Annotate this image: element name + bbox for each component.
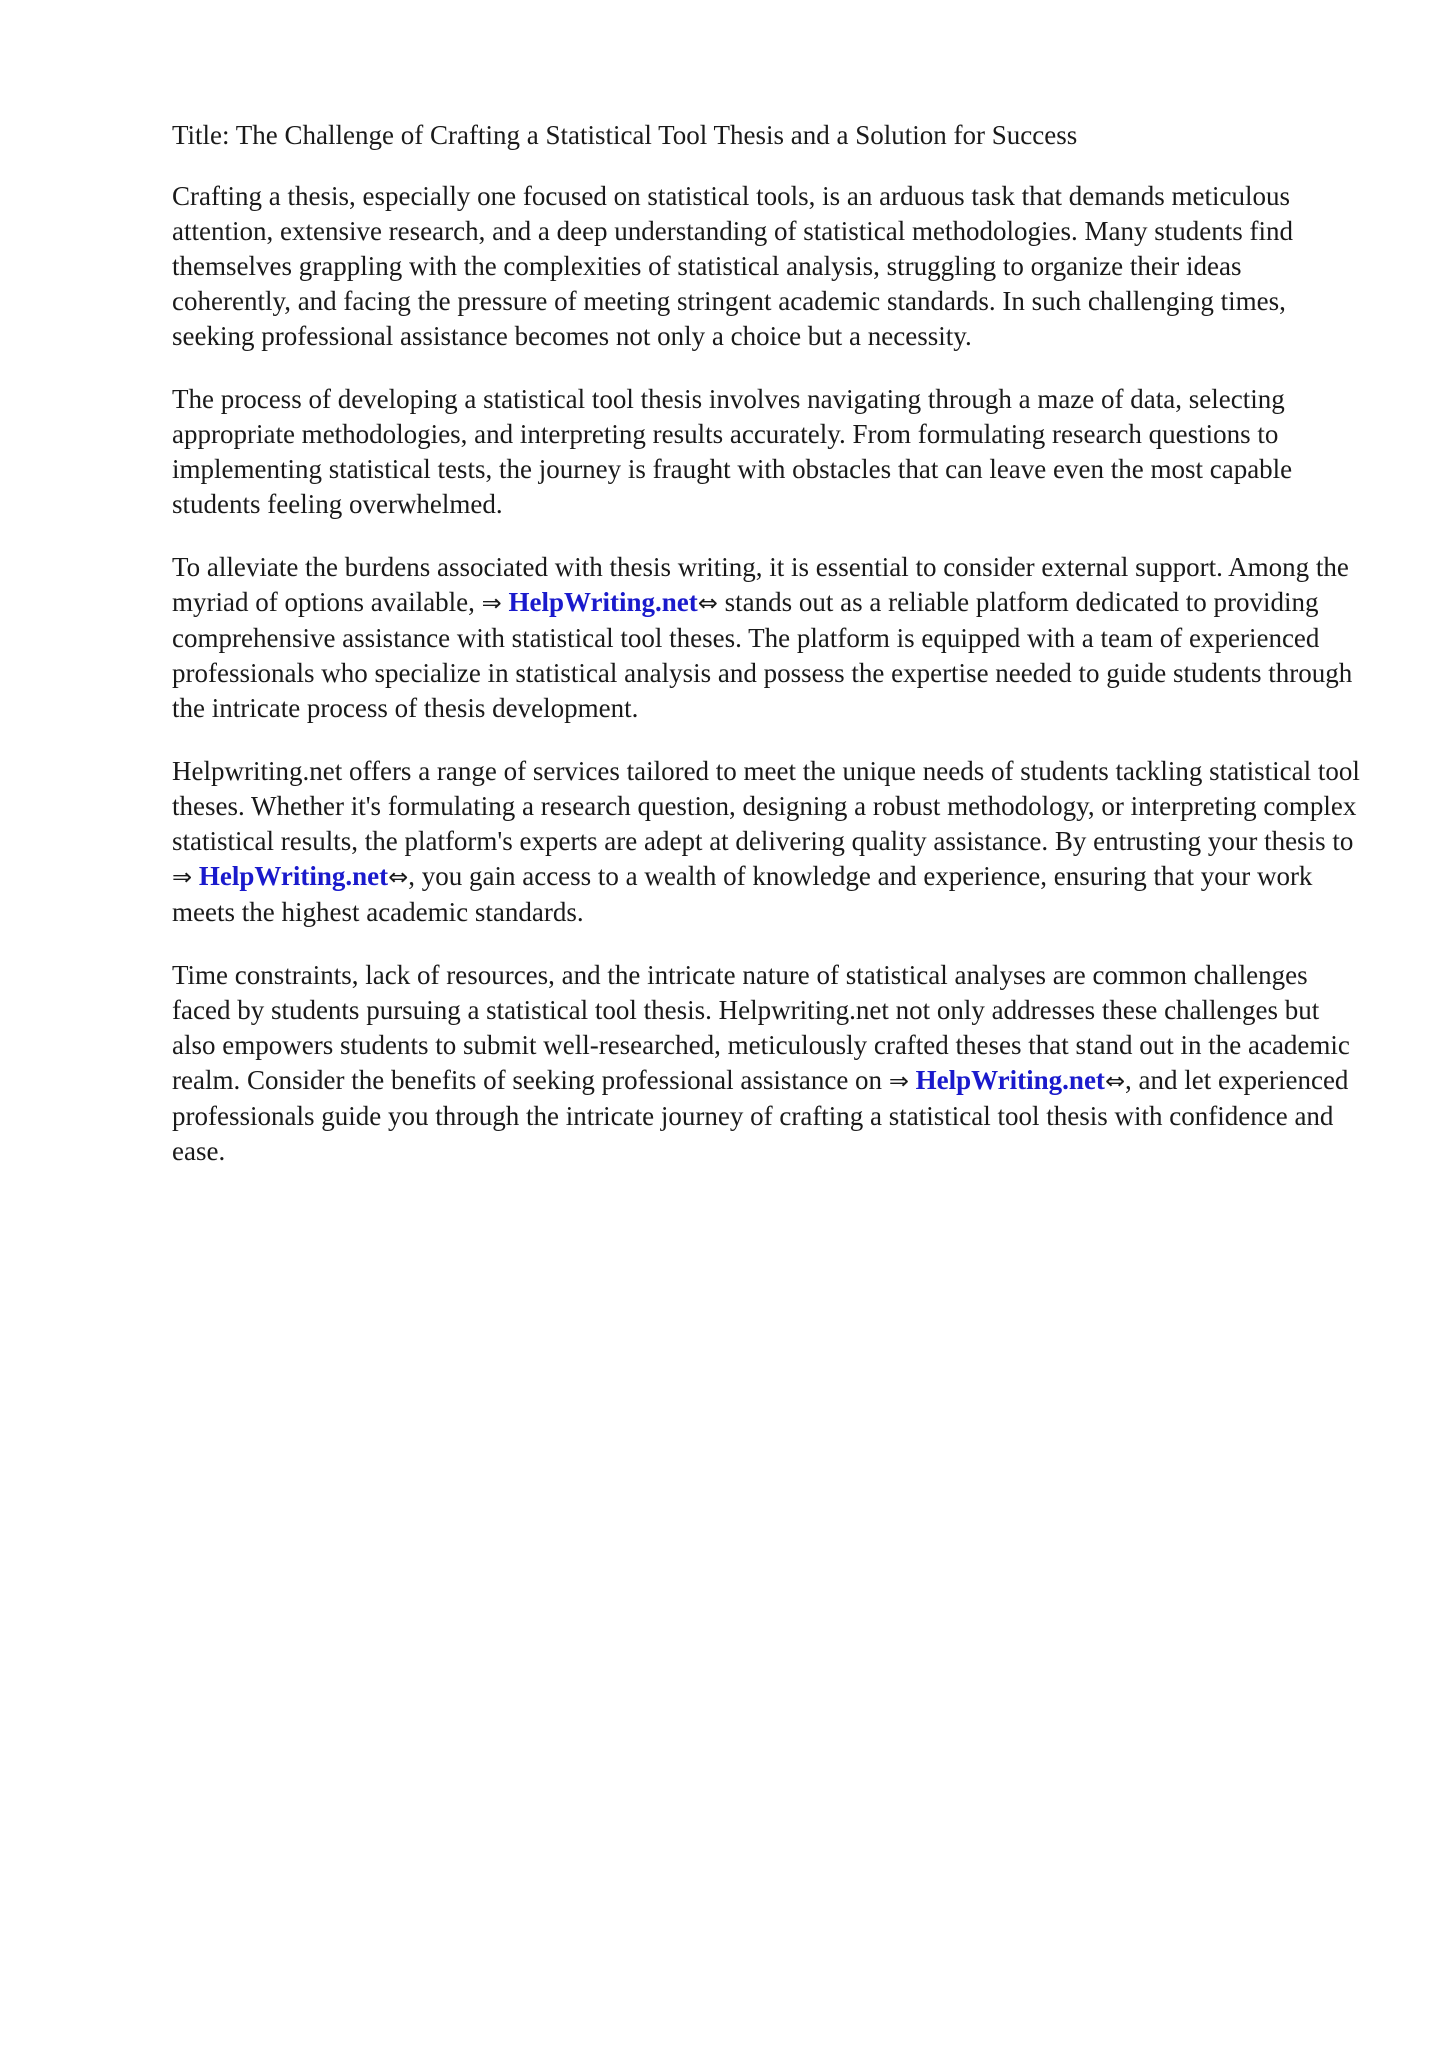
paragraph-1: Crafting a thesis, especially one focused on statistical tools, is an arduous task that demands meticulous attention, extensive research, and a deep understanding of statistical methodologies. Many students find themselves grappling with the complexities of statistical analysis, struggling to organize their ideas coherently, and facing the pressure of meeting stringent academic standards. In such challenging times, seeking professional assistance becomes not only a choice but a necessity.: [172, 181, 1293, 351]
paragraph-3: [172, 550, 1362, 726]
paragraph-5-text-before: Time constraints, lack of resources, and the intricate nature of statistical analyses are common challenges faced by students pursuing a statistical tool thesis. Helpwriting.net not only addresses these challenges but also empowers students to submit well-researched, meticulously crafted theses that stand out in the academic realm. Consider the benefits of seeking professional assistance on: [172, 960, 1350, 1095]
paragraph-4-text-after: , you gain access to a wealth of knowledge and experience, ensuring that your work meets the highest academic standards.: [172, 861, 1313, 927]
paragraph-5-text-after: , and let experienced professionals guide you through the intricate journey of crafting a statistical tool thesis with confidence and ease.: [172, 1065, 1349, 1166]
helpwriting-link[interactable]: HelpWriting.net: [508, 587, 698, 617]
double-arrow-icon: ⇔: [697, 589, 718, 617]
double-arrow-icon: ⇔: [388, 863, 409, 891]
right-arrow-icon: ⇒: [888, 1067, 909, 1095]
paragraph-3-text-after: stands out as a reliable platform dedicated to providing comprehensive assistance with statistical tool theses. The platform is equipped with a team of experienced professionals who specialize in statistical analysis and possess the expertise needed to guide students through the intricate process of thesis development.: [172, 587, 1353, 723]
paragraph-3-text-before: To alleviate the burdens associated with thesis writing, it is essential to consider external support. Among the myriad of options available,: [172, 552, 1349, 617]
paragraph-4-text-before: Helpwriting.net offers a range of services tailored to meet the unique needs of students tackling statistical tool theses. Whether it's formulating a research question, designing a robust methodology, or interpreting complex statistical results, the platform's experts are adept at delivering quality assistance. By entrusting your thesis to: [172, 756, 1360, 856]
double-arrow-icon: ⇔: [1104, 1067, 1126, 1095]
document-body: [172, 118, 1362, 1197]
helpwriting-link[interactable]: HelpWriting.net: [198, 861, 389, 891]
right-arrow-icon: ⇒: [172, 863, 193, 891]
right-arrow-icon: ⇒: [481, 589, 502, 617]
paragraph-5: [172, 958, 1362, 1169]
paragraph-4: [172, 754, 1362, 930]
paragraph-2: The process of developing a statistical tool thesis involves navigating through a maze of data, selecting appropriate methodologies, and interpreting results accurately. From formulating research questions to implementing statistical tests, the journey is fraught with obstacles that can leave even the most capable students feeling overwhelmed.: [172, 384, 1293, 519]
helpwriting-link[interactable]: HelpWriting.net: [915, 1065, 1105, 1095]
document-title: Title: The Challenge of Crafting a Statistical Tool Thesis and a Solution for Success: [172, 120, 1078, 150]
